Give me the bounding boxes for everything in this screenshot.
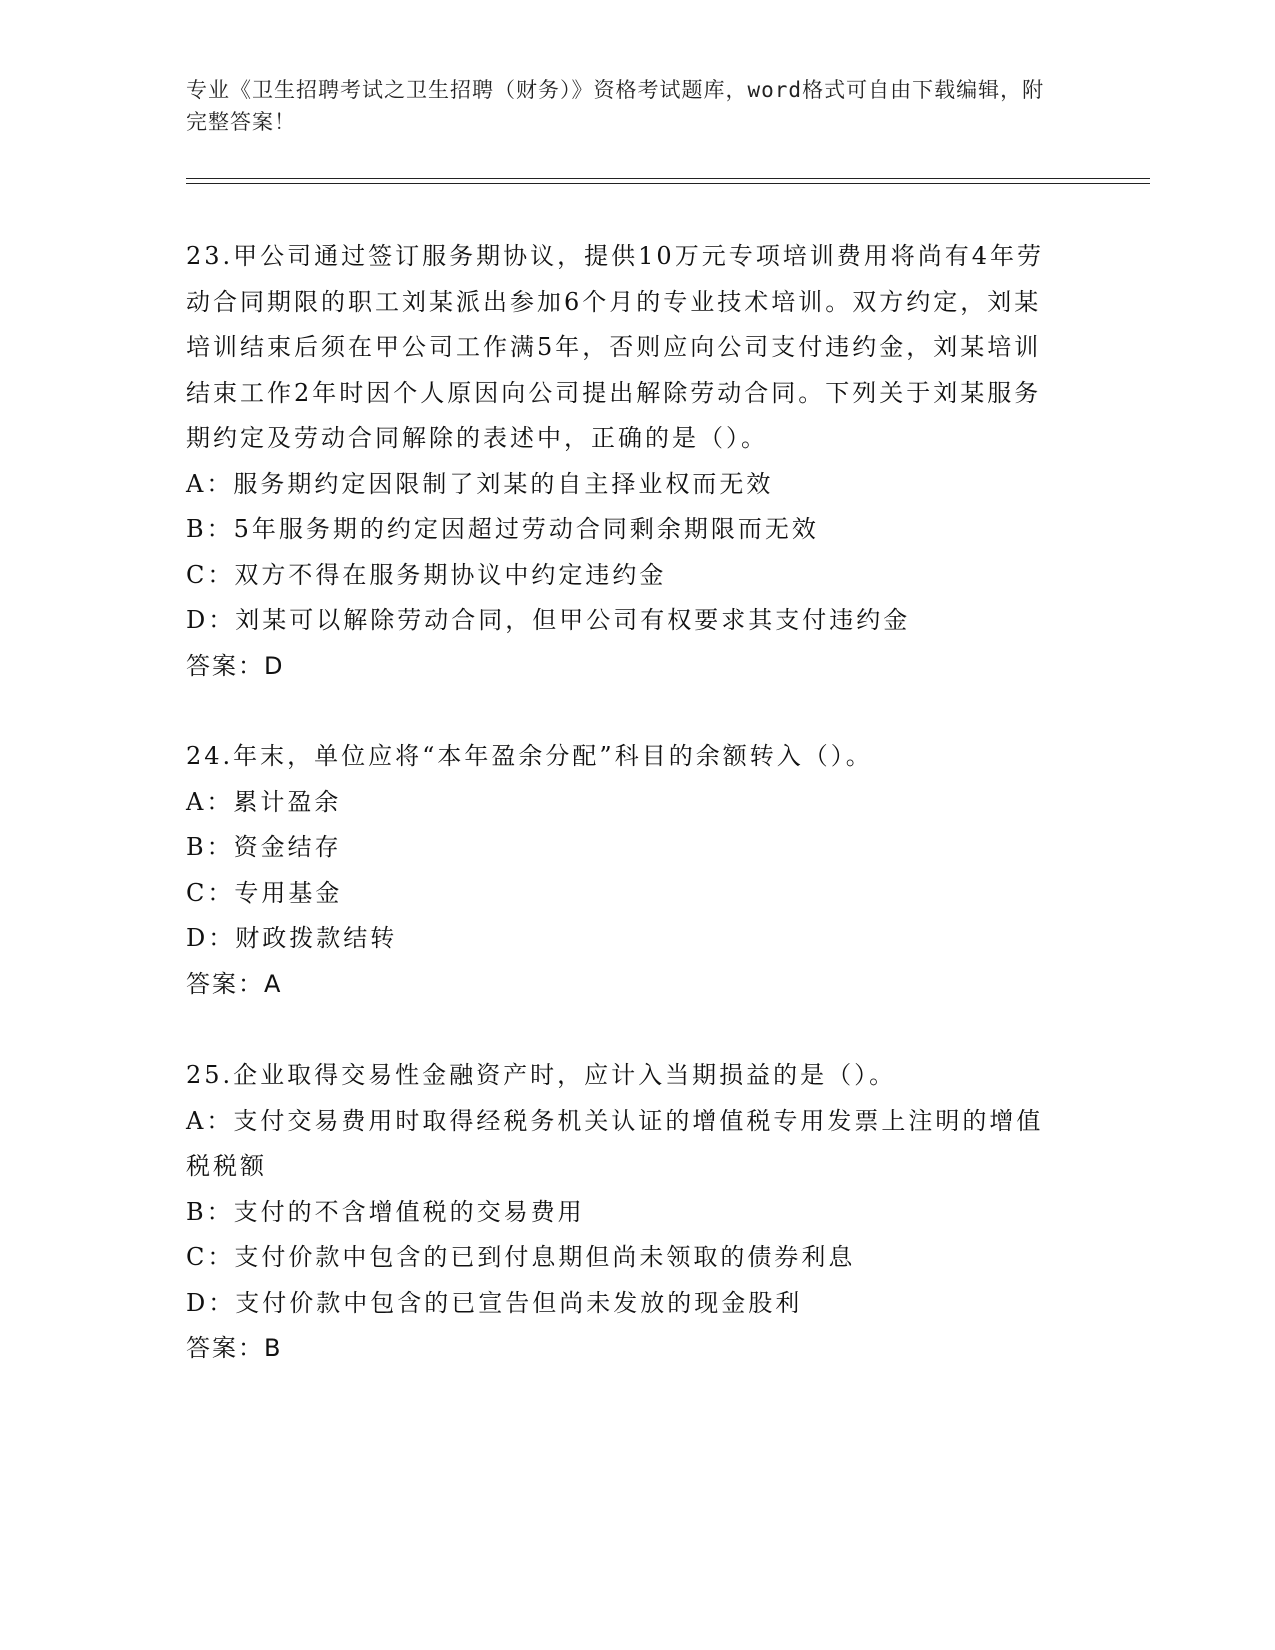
- question-stem: 24.年末，单位应将“本年盈余分配”科目的余额转入（）。: [186, 742, 873, 770]
- option-d: D：刘某可以解除劳动合同，但甲公司有权要求其支付违约金: [186, 606, 911, 634]
- answer-label: 答案：D: [186, 651, 285, 680]
- option-d: D：支付价款中包含的已宣告但尚未发放的现金股利: [186, 1288, 803, 1317]
- option-a: A：服务期约定因限制了刘某的自主择业权而无效: [186, 469, 774, 498]
- option-a: A：累计盈余: [186, 787, 342, 816]
- question-23: [186, 234, 1066, 689]
- document-header-intro: 专业《卫生招聘考试之卫生招聘（财务）》资格考试题库，word格式可自由下载编辑，附完整答案！: [186, 78, 1045, 134]
- option-b: B：资金结存: [186, 833, 342, 861]
- question-24: [186, 734, 1066, 1007]
- answer-label: 答案：B: [186, 1334, 283, 1362]
- option-c: C：支付价款中包含的已到付息期但尚未领取的债券利息: [186, 1243, 856, 1271]
- question-25: [186, 1053, 1066, 1372]
- answer-label: 答案：A: [186, 969, 283, 998]
- option-b: B：支付的不含增值税的交易费用: [186, 1197, 585, 1226]
- question-stem: 23.甲公司通过签订服务期协议，提供10万元专项培训费用将尚有4年劳动合同期限的职工刘某派出参加6个月的专业技术培训。双方约定，刘某培训结束后须在甲公司工作满5年，否则应向公司支付违约金，刘某培训结束工作2年时因个人原因向公司提出解除劳动合同。下列关于刘某服务期约定及劳动合同解除的表述中，正确的是（）。: [186, 242, 1044, 452]
- option-a: A：支付交易费用时取得经税务机关认证的增值税专用发票上注明的增值税税额: [186, 1106, 1044, 1180]
- option-c: C：专用基金: [186, 878, 343, 907]
- question-stem: 25.企业取得交易性金融资产时，应计入当期损益的是（）。: [186, 1061, 897, 1089]
- option-c: C：双方不得在服务期协议中约定违约金: [186, 560, 667, 589]
- header-divider-top: [186, 178, 1150, 179]
- option-d: D：财政拨款结转: [186, 924, 398, 952]
- option-b: B：5年服务期的约定因超过劳动合同剩余期限而无效: [186, 515, 819, 543]
- header-divider-bottom: [186, 183, 1150, 184]
